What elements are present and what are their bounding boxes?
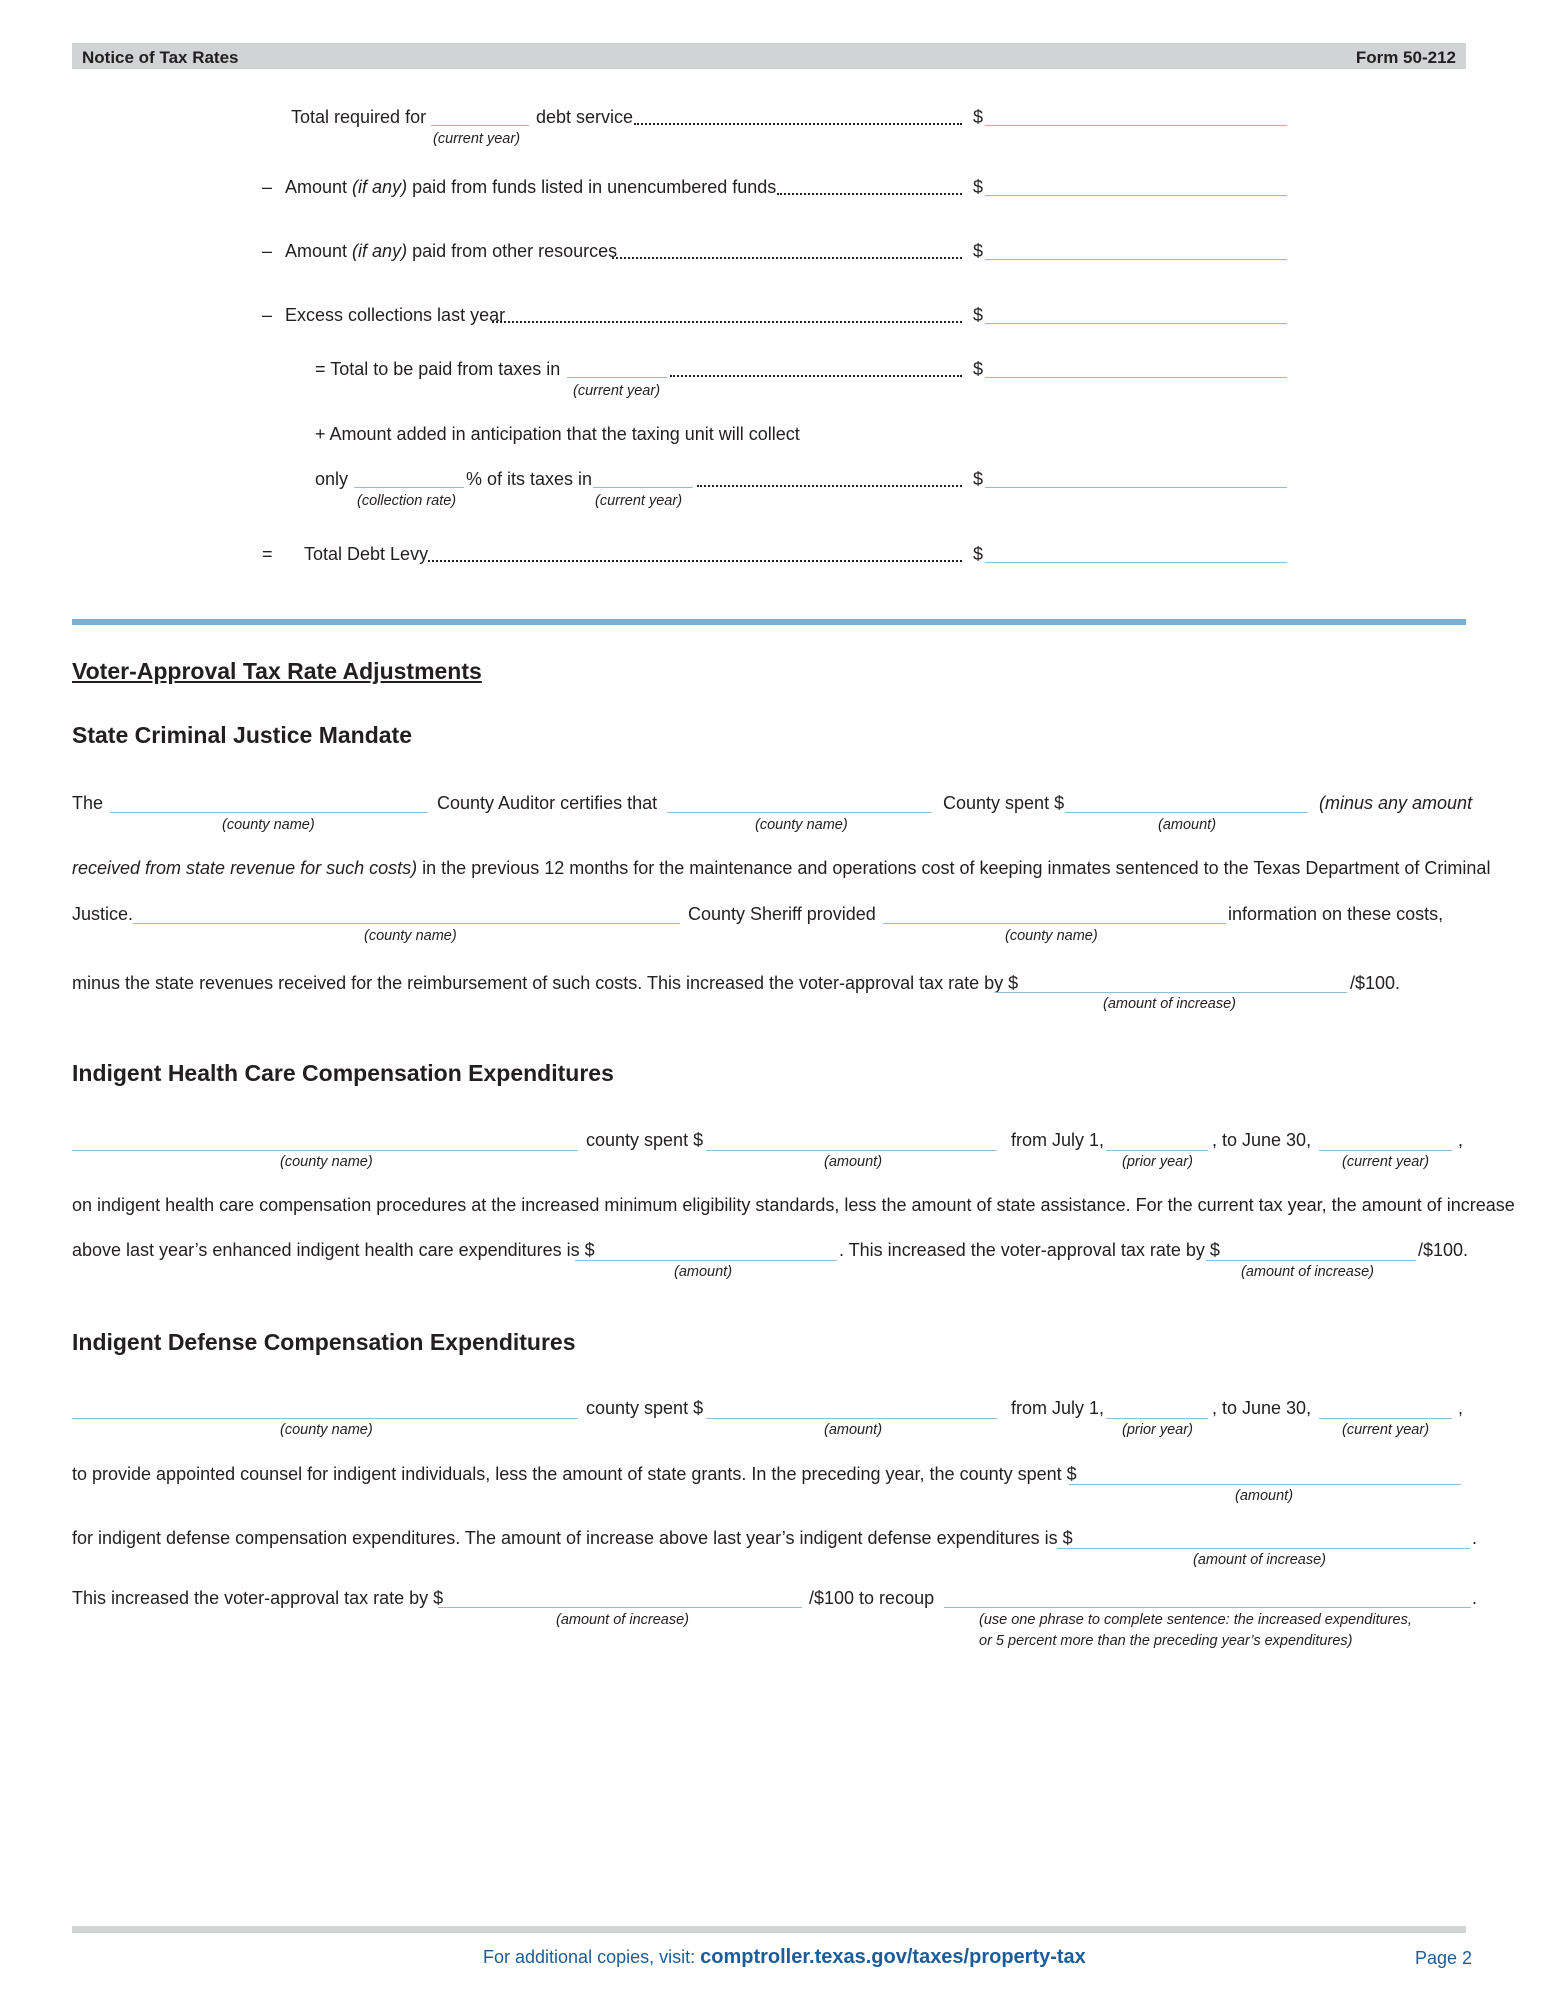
dot-leader (428, 560, 962, 562)
amount-field[interactable] (575, 1260, 837, 1261)
form-header-bar (72, 43, 1466, 69)
collection-rate-caption: (collection rate) (357, 493, 457, 509)
phrase-field[interactable] (944, 1607, 1471, 1608)
comma: , (1458, 1398, 1464, 1418)
current-year-field[interactable] (431, 125, 529, 126)
criminal-line-2: received from state revenue for such costs) in the previous 12 months for the maintenance and operations cost of keeping inmates sentenced to the Texas Department of Criminal (72, 858, 1491, 878)
other-resources-amount-field[interactable] (985, 259, 1287, 260)
county-name-field[interactable] (133, 923, 680, 924)
county-name-field[interactable] (72, 1418, 578, 1419)
minus-any-amount-label: (minus any amount (1319, 793, 1473, 813)
sheriff-provided-label: County Sheriff provided (688, 904, 876, 924)
form-number: Form 50-212 (1355, 48, 1456, 67)
prior-year-field[interactable] (1106, 1418, 1208, 1419)
dot-leader (697, 485, 962, 487)
amount-of-increase-field[interactable] (1057, 1548, 1470, 1549)
minus-sign: – (262, 241, 273, 261)
county-name-field[interactable] (667, 812, 932, 813)
minus-sign: – (262, 305, 273, 325)
current-year-field[interactable] (567, 377, 667, 378)
comma: , (1458, 1130, 1464, 1150)
footer-divider (72, 1926, 1466, 1933)
pct-of-taxes-label: % of its taxes in (466, 469, 593, 489)
current-year-caption: (current year) (1342, 1154, 1430, 1170)
dot-leader (670, 375, 962, 377)
defense-line-4-prefix: This increased the voter-approval tax rate by $ (72, 1588, 444, 1608)
health-line-2: on indigent health care compensation procedures at the increased minimum eligibility standards, less the amount of state assistance. For the current tax year, the amount of increase (72, 1195, 1515, 1215)
health-line-3-prefix: above last year’s enhanced indigent health care expenditures is $ (72, 1240, 595, 1260)
health-line-3-middle: . This increased the voter-approval tax rate by $ (839, 1240, 1220, 1260)
debt-service-label: debt service (536, 107, 634, 127)
county-spent-label: county spent $ (586, 1130, 704, 1150)
current-year-field[interactable] (1319, 1150, 1452, 1151)
period: . (1472, 1588, 1478, 1608)
total-debt-levy-label: Total Debt Levy (304, 544, 429, 564)
minus-sign: – (262, 177, 273, 197)
adjustments-heading: Voter-Approval Tax Rate Adjustments (72, 658, 482, 684)
dollar-sign: $ (973, 241, 984, 261)
county-spent-label: county spent $ (586, 1398, 704, 1418)
equals-sign: = (262, 544, 273, 564)
county-name-caption: (county name) (222, 817, 315, 833)
defense-line-2: to provide appointed counsel for indigent individuals, less the amount of state grants. In the preceding year, the county spent $ (72, 1464, 1077, 1484)
criminal-justice-heading: State Criminal Justice Mandate (72, 722, 412, 748)
prior-year-caption: (prior year) (1122, 1154, 1193, 1170)
current-year-field[interactable] (593, 487, 693, 488)
excess-collections-amount-field[interactable] (985, 323, 1287, 324)
amount-caption: (amount) (1235, 1488, 1294, 1504)
amount-of-increase-caption: (amount of increase) (556, 1612, 689, 1628)
dollar-sign: $ (973, 107, 984, 127)
amount-caption: (amount) (1158, 817, 1217, 833)
health-care-heading: Indigent Health Care Compensation Expenditures (72, 1060, 614, 1086)
other-resources-label: Amount (if any) paid from other resources (285, 241, 618, 261)
total-required-amount-field[interactable] (985, 125, 1287, 126)
unencumbered-funds-label: Amount (if any) paid from funds listed in unencumbered funds (285, 177, 777, 197)
amount-of-increase-caption: (amount of increase) (1103, 996, 1236, 1012)
comptroller-link[interactable]: comptroller.texas.gov/taxes/property-tax (700, 1946, 1086, 1968)
amount-of-increase-field[interactable] (1206, 1260, 1416, 1261)
amount-field[interactable] (1069, 1484, 1461, 1485)
county-name-caption: (county name) (364, 928, 457, 944)
dot-leader (492, 321, 962, 323)
current-year-caption: (current year) (433, 131, 521, 147)
amount-field[interactable] (706, 1150, 997, 1151)
dot-leader (634, 123, 962, 125)
to-recoup-label: /$100 to recoup (809, 1588, 935, 1608)
county-spent-label: County spent $ (943, 793, 1065, 813)
the-label: The (72, 793, 104, 813)
dollar-sign: $ (973, 544, 984, 564)
phrase-caption-line-1: (use one phrase to complete sentence: the increased expenditures, (979, 1612, 1412, 1628)
excess-collections-label: Excess collections last year (285, 305, 506, 325)
prior-year-caption: (prior year) (1122, 1422, 1193, 1438)
dollar-sign: $ (973, 177, 984, 197)
amount-caption: (amount) (824, 1422, 883, 1438)
from-july-label: from July 1, (1011, 1398, 1105, 1418)
period: . (1472, 1528, 1478, 1548)
amount-of-increase-field[interactable] (438, 1607, 802, 1608)
dollar-sign: $ (973, 469, 984, 489)
total-paid-from-taxes-label: = Total to be paid from taxes in (315, 359, 561, 379)
only-label: only (315, 469, 349, 489)
defense-heading: Indigent Defense Compensation Expenditures (72, 1329, 576, 1355)
amount-of-increase-caption: (amount of increase) (1241, 1264, 1374, 1280)
county-name-caption: (county name) (1005, 928, 1098, 944)
info-costs-label: information on these costs, (1228, 904, 1444, 924)
amount-field[interactable] (706, 1418, 997, 1419)
county-name-caption: (county name) (280, 1154, 373, 1170)
county-name-caption: (county name) (755, 817, 848, 833)
county-name-field[interactable] (883, 923, 1226, 924)
page-number: Page 2 (1415, 1948, 1473, 1968)
defense-line-3: for indigent defense compensation expenditures. The amount of increase above last year’s indigent defense expenditures is $ (72, 1528, 1073, 1548)
per-100-label: /$100. (1350, 973, 1401, 993)
amount-of-increase-caption: (amount of increase) (1193, 1552, 1326, 1568)
per-100-label: /$100. (1418, 1240, 1469, 1260)
total-required-label: Total required for (291, 107, 427, 127)
unencumbered-amount-field[interactable] (985, 195, 1287, 196)
form-title: Notice of Tax Rates (82, 48, 239, 67)
amount-caption: (amount) (674, 1264, 733, 1280)
current-year-caption: (current year) (595, 493, 683, 509)
amount-of-increase-field[interactable] (995, 992, 1347, 993)
to-june-label: , to June 30, (1212, 1398, 1312, 1418)
dot-leader (612, 257, 962, 259)
footer-copies: For additional copies, visit: comptroller.texas.gov/taxes/property-tax (483, 1946, 1086, 1968)
current-year-field[interactable] (1319, 1418, 1452, 1419)
collection-rate-field[interactable] (354, 487, 464, 488)
county-name-field[interactable] (72, 1150, 578, 1151)
dot-leader (777, 193, 962, 195)
total-debt-levy-amount-field[interactable] (985, 562, 1287, 563)
total-paid-amount-field[interactable] (985, 377, 1287, 378)
justice-label: Justice. (72, 904, 134, 924)
auditor-certifies-label: County Auditor certifies that (437, 793, 658, 813)
current-year-caption: (current year) (1342, 1422, 1430, 1438)
dollar-sign: $ (973, 359, 984, 379)
prior-year-field[interactable] (1106, 1150, 1208, 1151)
county-name-field[interactable] (110, 812, 428, 813)
current-year-caption: (current year) (573, 383, 661, 399)
dollar-sign: $ (973, 305, 984, 325)
phrase-caption-line-2: or 5 percent more than the preceding year’s expenditures) (979, 1633, 1353, 1649)
to-june-label: , to June 30, (1212, 1130, 1312, 1150)
anticipation-label: + Amount added in anticipation that the taxing unit will collect (315, 424, 800, 444)
anticipation-amount-field[interactable] (985, 487, 1287, 488)
county-name-caption: (county name) (280, 1422, 373, 1438)
minus-state-revenues-label: minus the state revenues received for the reimbursement of such costs. This increased the voter-approval tax rate by $ (72, 973, 1019, 993)
from-july-label: from July 1, (1011, 1130, 1105, 1150)
amount-field[interactable] (1065, 812, 1308, 813)
amount-caption: (amount) (824, 1154, 883, 1170)
section-divider (72, 619, 1466, 625)
